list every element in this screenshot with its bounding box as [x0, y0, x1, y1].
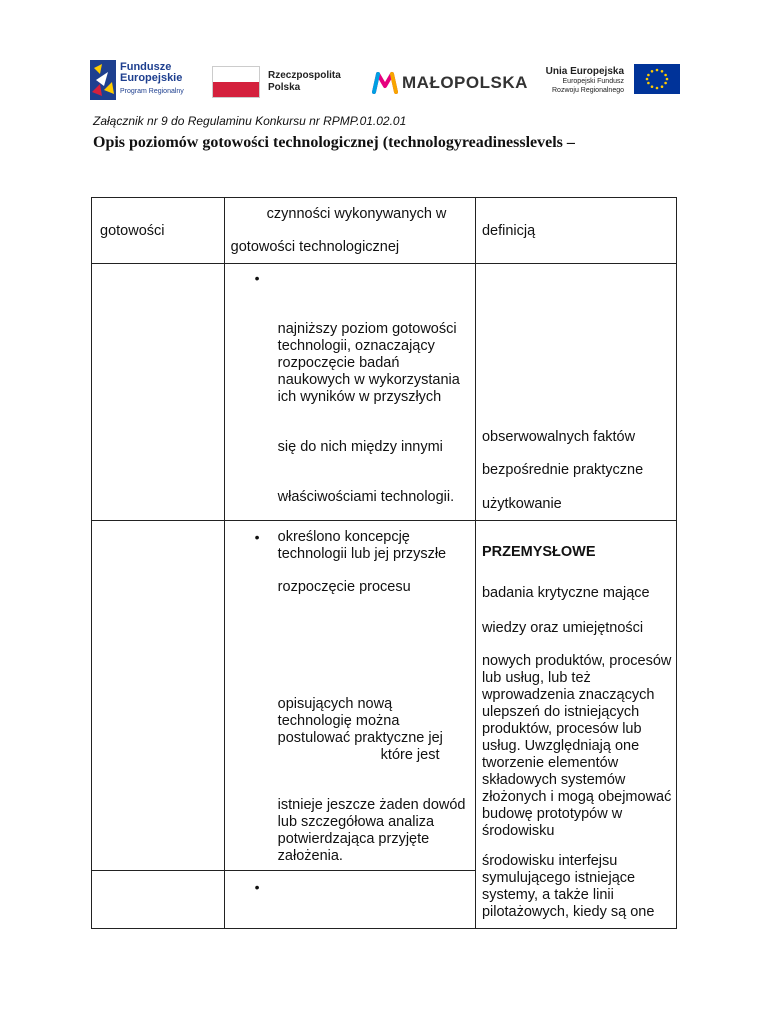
document-title: Opis poziomów gotowości technologicznej (technologyreadinesslevels –	[93, 134, 575, 151]
row2-activities-cell	[224, 521, 475, 871]
row3-activities-cell	[224, 871, 475, 929]
row3-level-cell	[92, 871, 225, 929]
row1-bullet: •	[254, 270, 260, 286]
header-col1-text: gotowości	[100, 223, 165, 239]
row1-level-cell	[92, 264, 225, 521]
header-col3-text: definicją	[481, 223, 536, 239]
row2-col3-para2: środowisku interfejsu symulującego istniejące systemy, a także linii pilotażowych, kiedy są one	[481, 853, 655, 920]
row2-col3-line2: wiedzy oraz umiejętności	[481, 620, 644, 636]
row1-definition-cell	[475, 264, 676, 521]
row2-col2-para1: określono koncepcję technologii lub jej przyszłe	[277, 529, 447, 562]
rp-line2: Polska	[268, 82, 301, 93]
row2-level-cell	[92, 521, 225, 871]
ue-line2: Europejski Fundusz	[562, 78, 624, 85]
header-col2-line2: gotowości technologicznej	[230, 239, 400, 255]
malopolska-logo	[372, 70, 542, 96]
header-cell-activities	[224, 198, 475, 264]
logo-bar	[90, 58, 680, 104]
table-row	[92, 521, 677, 871]
header-cell-definition	[475, 198, 676, 264]
row2-col2-para3b: które jest	[380, 747, 440, 763]
row1-col3-line1: obserwowalnych faktów	[481, 429, 636, 445]
fundusze-europejskie-logo	[90, 60, 200, 102]
fundusze-line2: Europejskie	[120, 72, 183, 84]
malopolska-m-icon	[372, 70, 398, 94]
row1-col2-para2: się do nich między innymi	[277, 439, 443, 455]
malopolska-text: MAŁOPOLSKA	[402, 73, 528, 92]
trl-table	[91, 197, 677, 929]
fundusze-emblem-icon	[90, 60, 116, 100]
table-header-row	[92, 198, 677, 264]
rp-line1: Rzeczpospolita	[268, 70, 341, 81]
fundusze-line3: Program Regionalny	[120, 88, 184, 95]
poland-flag-icon	[212, 66, 260, 98]
row3-bullet: •	[254, 879, 260, 895]
header-cell-level	[92, 198, 225, 264]
rzeczpospolita-polska-logo	[212, 66, 352, 98]
row1-activities-cell	[224, 264, 475, 521]
row2-col3-para: nowych produktów, procesów lub usług, lub też wprowadzenia znaczących ulepszeń do istniejących produktów, procesów lub usług. Uwzględniają one tworzenie elementów składowych systemów złożonych i mogą obejmować budowę prototypów w środowisku	[481, 653, 672, 839]
row1-col3-line2: bezpośrednie praktyczne	[481, 462, 644, 478]
row1-col2-para1: najniższy poziom gotowości technologii, oznaczający rozpoczęcie badań naukowych w wykorzystania ich wyników w przyszłych	[277, 321, 460, 405]
row1-col3-line3: użytkowanie	[481, 496, 562, 512]
table-row	[92, 264, 677, 521]
row2-col2-para2: rozpoczęcie procesu	[277, 579, 411, 595]
unia-europejska-logo	[536, 64, 680, 100]
ue-line1: Unia Europejska	[545, 66, 624, 77]
annex-reference: Załącznik nr 9 do Regulaminu Konkursu nr RPMP.01.02.01	[93, 114, 407, 128]
row2-col2-para3: opisujących nową technologię można postulować praktyczne jej	[277, 696, 443, 746]
row2-bullet: •	[254, 529, 260, 545]
eu-flag-icon	[634, 64, 680, 94]
row2-col3-line1: badania krytyczne mające	[481, 585, 650, 601]
row2-col2-para4: istnieje jeszcze żaden dowód lub szczegółowa analiza potwierdzająca przyjęte założenia.	[277, 797, 466, 864]
row2-col3-heading: PRZEMYSŁOWE	[481, 544, 596, 560]
ue-line3: Rozwoju Regionalnego	[552, 87, 624, 94]
row1-col2-para3: właściwościami technologii.	[277, 489, 455, 505]
header-col2-line1: czynności wykonywanych w	[266, 206, 447, 222]
fundusze-line1: Fundusze	[120, 61, 172, 73]
row2-definition-cell	[475, 521, 676, 929]
